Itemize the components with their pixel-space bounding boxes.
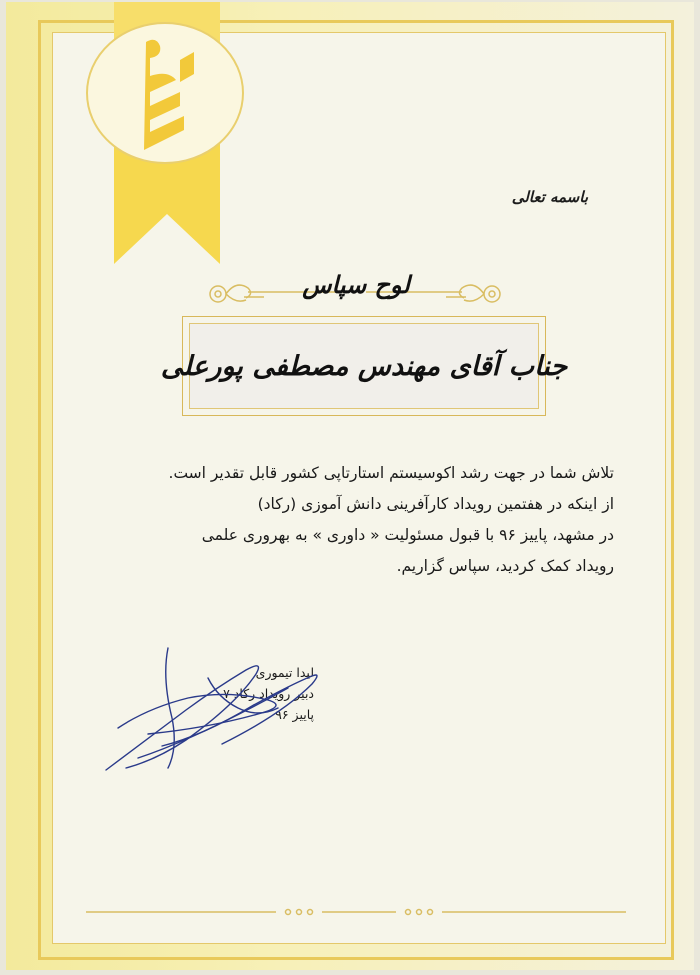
body-line: از اینکه در هفتمین رویداد کارآفرینی دانش آموزی (رکاد) [257,495,614,513]
body-line: تلاش شما در جهت رشد اکوسیستم استارتاپی کشور قابل تقدیر است. [168,464,614,482]
recipient-name: جناب آقای مهندس مصطفی پورعلی [160,350,568,382]
body-line: رویداد کمک کردید، سپاس گزاریم. [396,557,614,575]
recipient-frame [160,316,568,416]
certificate-title: لوح سپاس [302,270,410,299]
appreciation-text [102,458,614,582]
recipient-panel [160,323,568,409]
rokad-logo-icon [84,20,246,166]
signatory-name: لیدا تیموری [255,665,314,680]
signatory-date: پاییز ۹۶ [275,707,314,722]
body-line: در مشهد، پاییز ۹۶ با قبول مسئولیت « داوری » به بهروری علمی [201,526,614,544]
handwritten-signature [98,638,328,778]
bottom-ornament-icon [86,900,626,924]
certificate-sheet [6,2,694,970]
basmala-heading: باسمه تعالی [511,188,588,206]
signatory-role: دبیر رویداد رکاد ۷ [223,686,314,701]
